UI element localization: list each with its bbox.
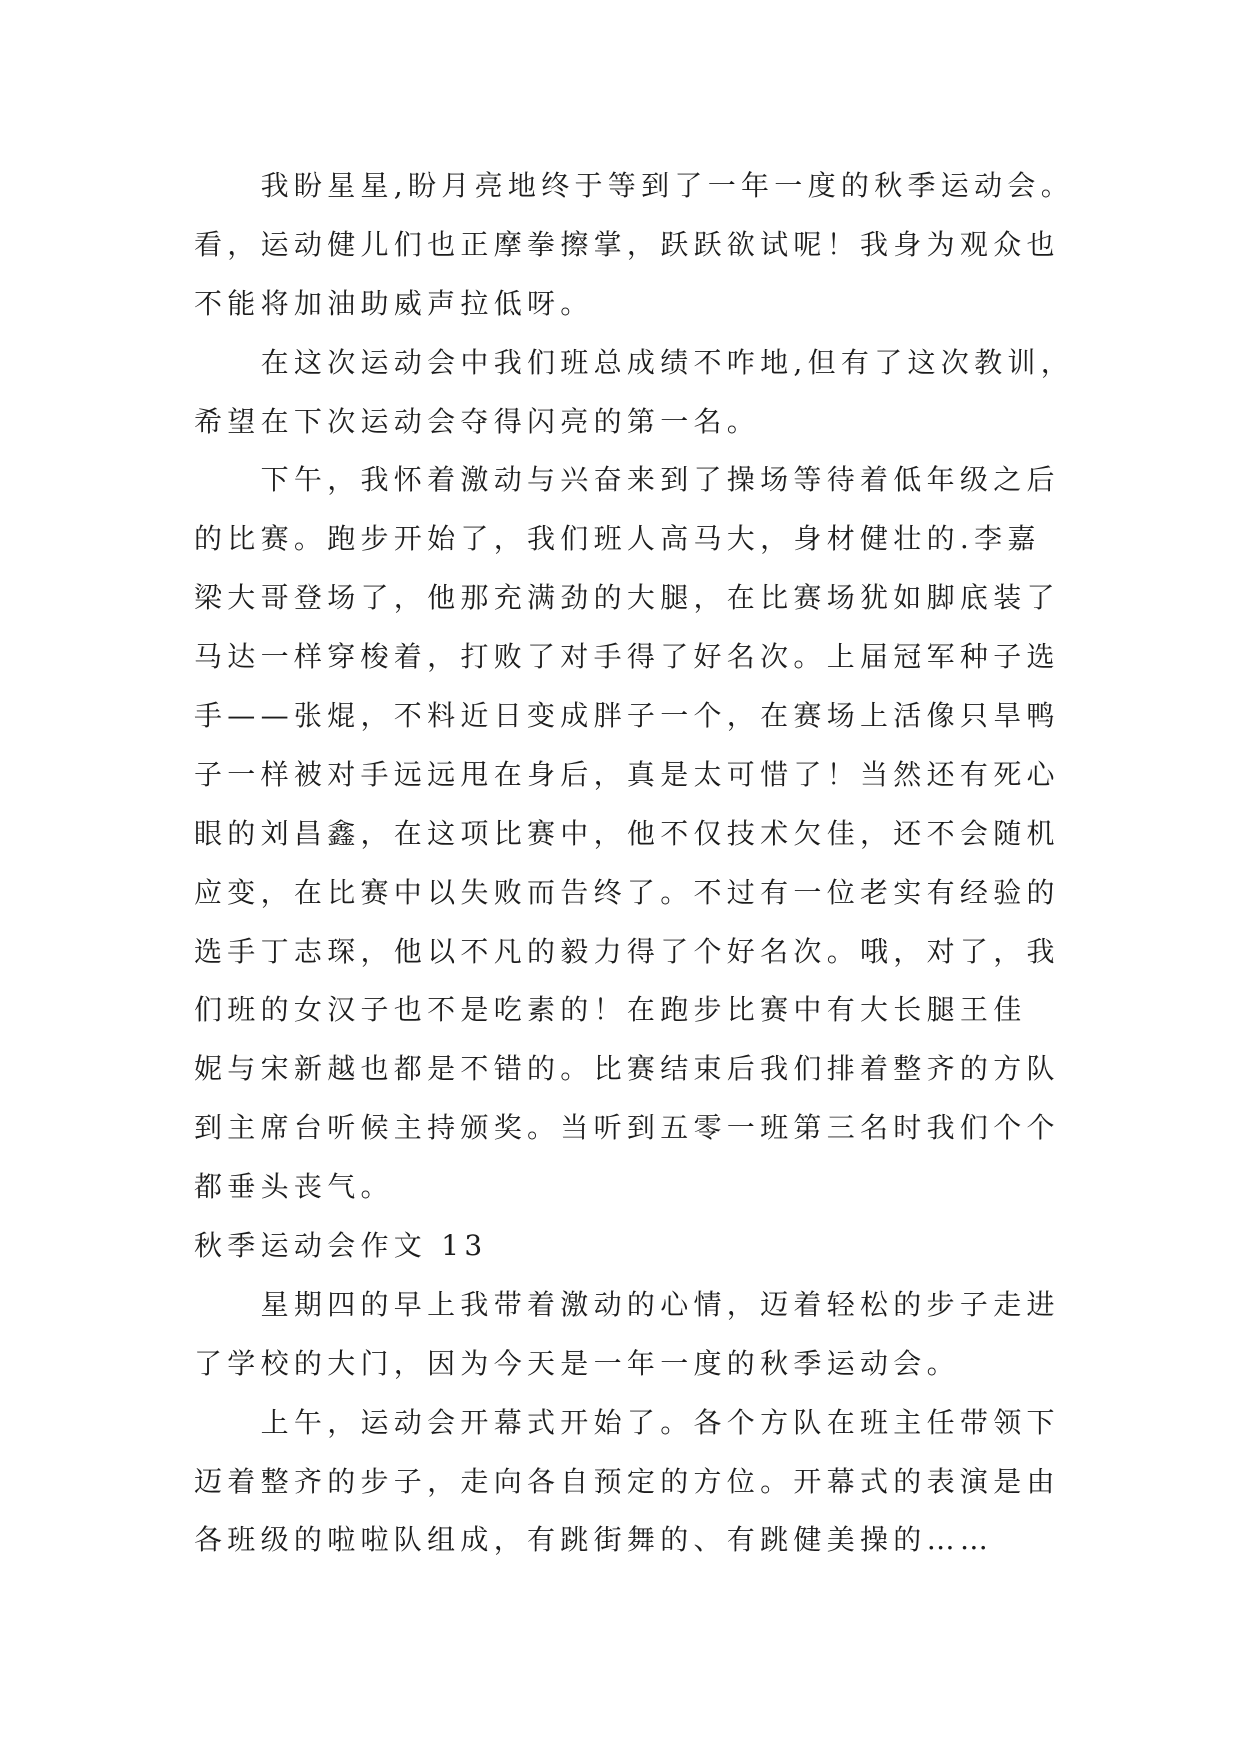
text-line: 不能将加油助威声拉低呀。	[194, 286, 594, 320]
paragraph	[194, 1276, 1241, 1394]
paragraph	[194, 157, 1241, 334]
text-line: 手——张焜，不料近日变成胖子一个，在赛场上活像只旱鸭	[194, 699, 1060, 733]
essay-title: 秋季运动会作文 13	[194, 1229, 488, 1263]
essay-13	[194, 1217, 1241, 1570]
text-line: 下午，我怀着激动与兴奋来到了操场等待着低年级之后	[260, 463, 1060, 497]
text-line: 应变，在比赛中以失败而告终了。不过有一位老实有经验的	[194, 875, 1060, 909]
text-line: 马达一样穿梭着，打败了对手得了好名次。上届冠军种子选	[194, 640, 1060, 674]
paragraph	[194, 451, 1241, 1217]
paragraph	[194, 334, 1241, 452]
text-line: 妮与宋新越也都是不错的。比赛结束后我们排着整齐的方队	[194, 1052, 1060, 1086]
text-line: 在这次运动会中我们班总成绩不咋地,但有了这次教训，	[260, 345, 1074, 379]
previous-essay	[194, 157, 1241, 1217]
text-line: 眼的刘昌鑫，在这项比赛中，他不仅技术欠佳，还不会随机	[194, 816, 1060, 850]
text-line: 我盼星星,盼月亮地终于等到了一年一度的秋季运动会。	[260, 169, 1074, 202]
text-line: 看，运动健儿们也正摩拳擦掌，跃跃欲试呢！我身为观众也	[194, 227, 1060, 261]
text-line: 选手丁志琛，他以不凡的毅力得了个好名次。哦，对了，我	[194, 934, 1060, 968]
text-line: 们班的女汉子也不是吃素的！在跑步比赛中有大长腿王佳	[194, 993, 1027, 1027]
text-line: 的比赛。跑步开始了，我们班人高马大，身材健壮的.李嘉	[194, 522, 1041, 556]
text-line: 到主席台听候主持颁奖。当听到五零一班第三名时我们个个	[194, 1111, 1060, 1145]
text-line: 梁大哥登场了，他那充满劲的大腿，在比赛场犹如脚底装了	[194, 581, 1060, 615]
text-line: 星期四的早上我带着激动的心情，迈着轻松的步子走进	[260, 1287, 1060, 1321]
text-line: 希望在下次运动会夺得闪亮的第一名。	[194, 404, 761, 438]
paragraph	[194, 1394, 1241, 1571]
text-line: 子一样被对手远远甩在身后，真是太可惜了！当然还有死心	[194, 757, 1060, 791]
text-line: 都垂头丧气。	[194, 1170, 394, 1204]
text-line: 各班级的啦啦队组成，有跳街舞的、有跳健美操的……	[194, 1523, 994, 1557]
text-line: 上午，运动会开幕式开始了。各个方队在班主任带领下	[260, 1405, 1060, 1439]
text-line: 迈着整齐的步子，走向各自预定的方位。开幕式的表演是由	[194, 1464, 1060, 1498]
text-line: 了学校的大门，因为今天是一年一度的秋季运动会。	[194, 1346, 960, 1380]
